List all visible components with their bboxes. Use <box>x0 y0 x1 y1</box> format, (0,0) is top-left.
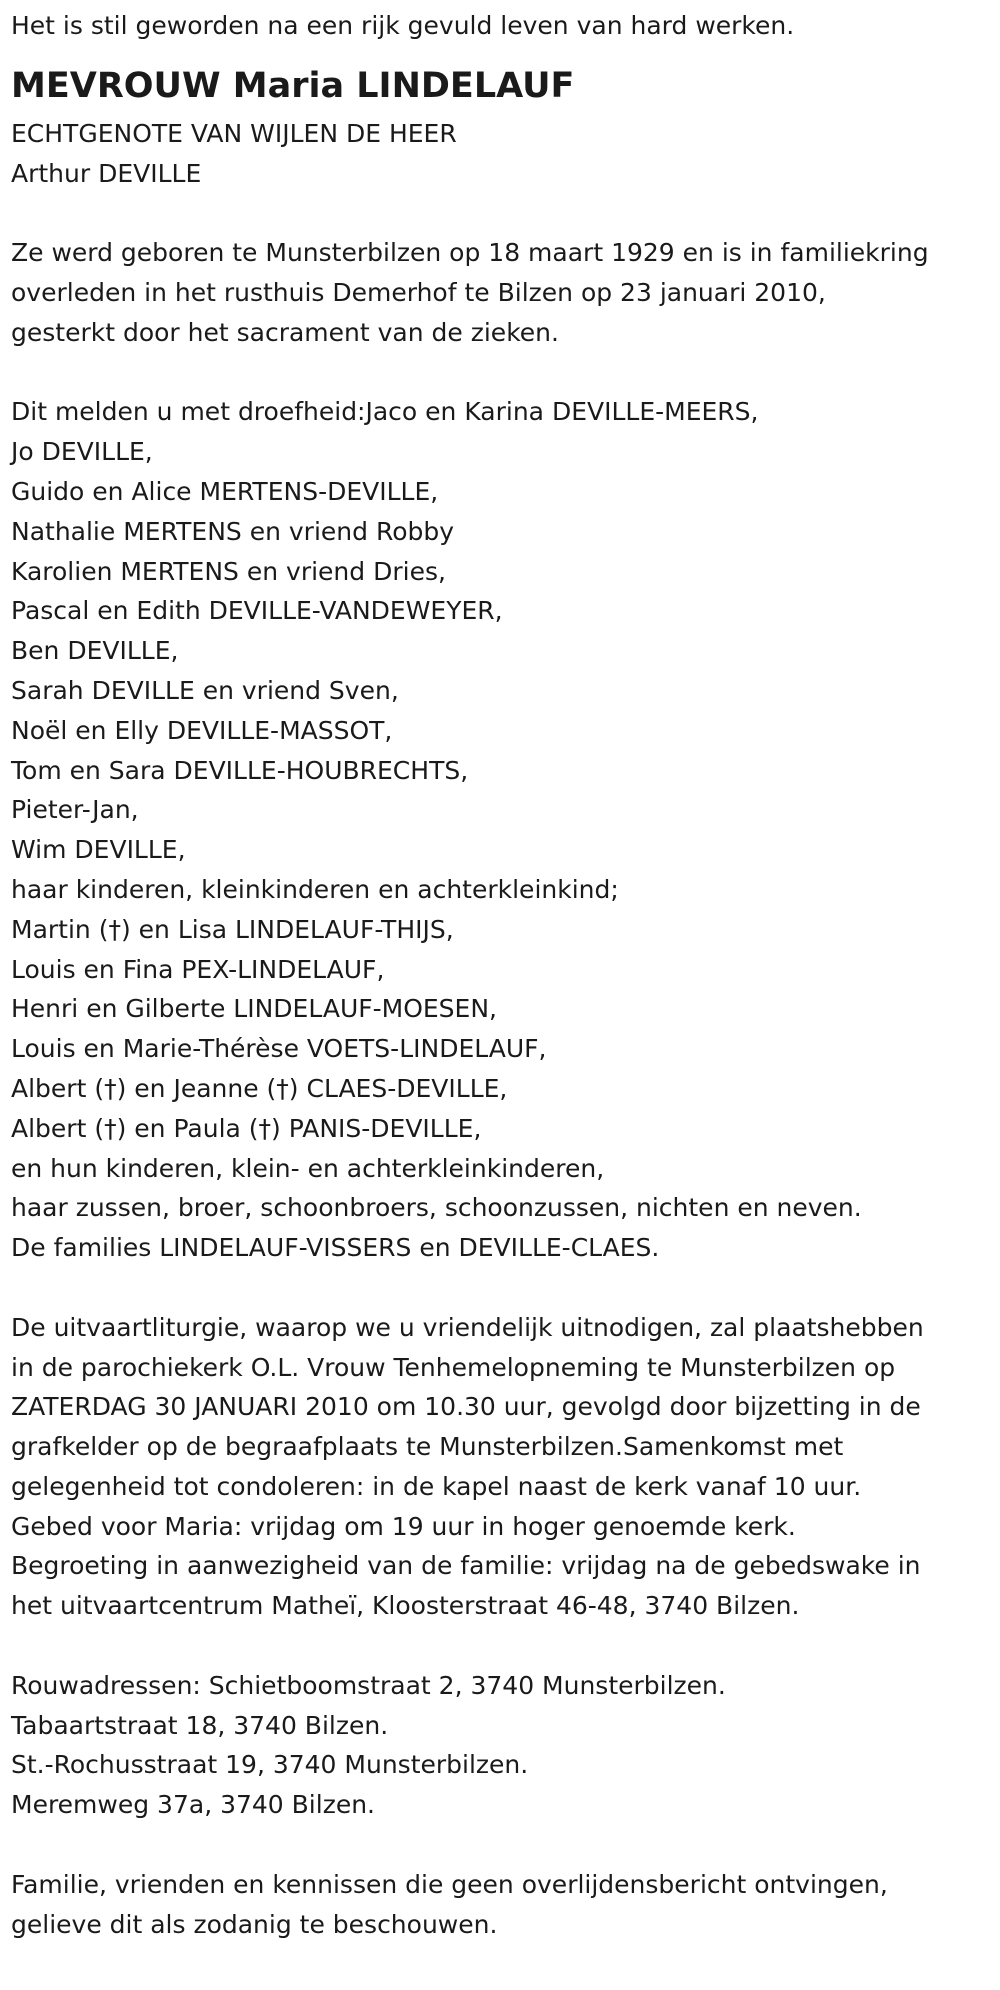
family-line: Louis en Marie-Thérèse VOETS-LINDELAUF, <box>11 1034 547 1064</box>
family-line: Nathalie MERTENS en vriend Robby <box>11 516 455 546</box>
spouse-line: Arthur DEVILLE <box>11 158 202 188</box>
intro-text: Het is stil geworden na een rijk gevuld leven van hard werken. <box>11 11 795 40</box>
family-line: Pascal en Edith DEVILLE-VANDEWEYER, <box>11 596 503 626</box>
closing-section <box>11 1865 1000 1945</box>
funeral-section <box>11 1308 1000 1626</box>
spouse-section <box>11 114 1000 194</box>
birth-death-section <box>11 233 1000 352</box>
address-line: Meremweg 37a, 3740 Bilzen. <box>11 1790 375 1820</box>
birth-line: overleden in het rusthuis Demerhof te Bilzen op 23 januari 2010, <box>11 277 826 307</box>
family-line: Albert (†) en Paula (†) PANIS-DEVILLE, <box>11 1113 482 1143</box>
funeral-line: Begroeting in aanwezigheid van de familie: vrijdag na de gebedswake in <box>11 1551 921 1581</box>
family-line: Pieter-Jan, <box>11 795 139 825</box>
family-section <box>11 392 1000 1268</box>
family-line: Karolien MERTENS en vriend Dries, <box>11 556 446 586</box>
family-line: Louis en Fina PEX-LINDELAUF, <box>11 954 385 984</box>
family-line: Sarah DEVILLE en vriend Sven, <box>11 675 399 705</box>
address-section <box>11 1666 1000 1825</box>
family-line: Henri en Gilberte LINDELAUF-MOESEN, <box>11 994 497 1024</box>
family-line: Guido en Alice MERTENS-DEVILLE, <box>11 476 439 506</box>
family-line: Tom en Sara DEVILLE-HOUBRECHTS, <box>11 755 469 785</box>
family-line: Dit melden u met droefheid:Jaco en Karina DEVILLE-MEERS, <box>11 397 759 427</box>
family-line: Ben DEVILLE, <box>11 636 179 666</box>
address-line: Rouwadressen: Schietboomstraat 2, 3740 Munsterbilzen. <box>11 1670 726 1700</box>
address-line: St.-Rochusstraat 19, 3740 Munsterbilzen. <box>11 1750 529 1780</box>
family-line: De families LINDELAUF-VISSERS en DEVILLE-CLAES. <box>11 1233 660 1263</box>
family-line: en hun kinderen, klein- en achterkleinkinderen, <box>11 1153 605 1183</box>
funeral-line: in de parochiekerk O.L. Vrouw Tenhemelopneming te Munsterbilzen op <box>11 1352 896 1382</box>
funeral-line: ZATERDAG 30 JANUARI 2010 om 10.30 uur, gevolgd door bijzetting in de <box>11 1392 921 1422</box>
funeral-line: De uitvaartliturgie, waarop we u vriendelijk uitnodigen, zal plaatshebben <box>11 1312 924 1342</box>
spouse-line: ECHTGENOTE VAN WIJLEN DE HEER <box>11 118 457 148</box>
birth-line: gesterkt door het sacrament van de zieken. <box>11 317 559 347</box>
family-line: haar kinderen, kleinkinderen en achterkleinkind; <box>11 874 619 904</box>
family-line: Albert (†) en Jeanne (†) CLAES-DEVILLE, <box>11 1073 508 1103</box>
funeral-line: gelegenheid tot condoleren: in de kapel naast de kerk vanaf 10 uur. <box>11 1471 862 1501</box>
family-line: Noël en Elly DEVILLE-MASSOT, <box>11 715 393 745</box>
deceased-name: MEVROUW Maria LINDELAUF <box>11 65 575 106</box>
family-line: Wim DEVILLE, <box>11 835 186 865</box>
closing-line: gelieve dit als zodanig te beschouwen. <box>11 1909 498 1939</box>
family-line: haar zussen, broer, schoonbroers, schoonzussen, nichten en neven. <box>11 1193 862 1223</box>
funeral-line: het uitvaartcentrum Matheï, Kloosterstraat 46-48, 3740 Bilzen. <box>11 1591 800 1621</box>
family-line: Martin (†) en Lisa LINDELAUF-THIJS, <box>11 914 454 944</box>
birth-line: Ze werd geboren te Munsterbilzen op 18 maart 1929 en is in familiekring <box>11 238 929 268</box>
closing-line: Familie, vrienden en kennissen die geen overlijdensbericht ontvingen, <box>11 1869 888 1899</box>
address-line: Tabaartstraat 18, 3740 Bilzen. <box>11 1710 389 1740</box>
family-line: Jo DEVILLE, <box>11 437 153 467</box>
funeral-line: grafkelder op de begraafplaats te Munsterbilzen.Samenkomst met <box>11 1432 844 1462</box>
funeral-line: Gebed voor Maria: vrijdag om 19 uur in hoger genoemde kerk. <box>11 1511 796 1541</box>
